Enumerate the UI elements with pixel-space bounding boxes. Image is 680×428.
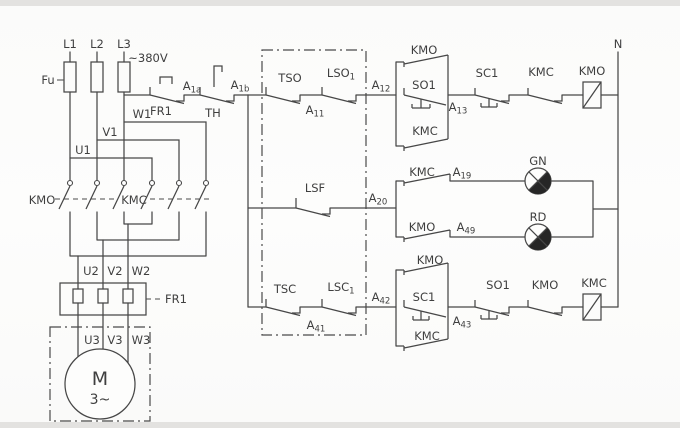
label-kmc-seal: KMC	[414, 329, 440, 343]
label-u1: U1	[75, 143, 91, 157]
tso-contact	[266, 87, 300, 104]
fuse-l1	[64, 62, 76, 92]
label-kmc-aux-open: KMC	[412, 124, 438, 138]
label-fu: Fu	[41, 73, 55, 87]
lsf-contact	[296, 198, 330, 217]
label-gn: GN	[529, 154, 547, 168]
sc1-nc-pushbutton	[475, 88, 509, 104]
label-kmo-aux: KMO	[416, 253, 444, 267]
label-kmo-interlock: KMO	[531, 278, 559, 292]
label-tsc: TSC	[273, 282, 297, 296]
label-l2: L2	[90, 37, 104, 51]
label-a19: $A_{19}$	[452, 165, 472, 182]
lamp-rungs	[396, 154, 618, 250]
label-kmc-coil: KMC	[581, 276, 607, 290]
th-actuator-icon	[214, 66, 222, 87]
label-v2: V2	[107, 264, 123, 278]
motor	[50, 315, 150, 421]
heater-element-1	[73, 289, 83, 303]
kmo-interlock-contact	[528, 300, 562, 316]
label-kmc-lamp: KMC	[409, 165, 435, 179]
label-v1: V1	[102, 125, 118, 139]
label-u3: U3	[84, 333, 100, 347]
label-w3: W3	[131, 333, 151, 347]
main-contacts	[29, 181, 210, 284]
th-nc-contact	[200, 87, 234, 104]
label-a42: $A_{42}$	[371, 290, 391, 307]
label-a1b: $A_{1b}$	[230, 78, 250, 95]
label-a12: $A_{12}$	[371, 78, 391, 95]
label-kmo-seal: KMO	[410, 43, 438, 57]
fuse-l3	[118, 62, 130, 92]
fr1-thermal-icon	[160, 77, 172, 84]
label-kmc-interlock: KMC	[528, 65, 554, 79]
neutral-line	[614, 37, 623, 307]
label-fr1-overload: FR1	[165, 292, 187, 306]
label-sc1-close: SC1	[412, 290, 436, 304]
label-a1a: $A_{1a}$	[182, 79, 202, 96]
motor-letter: M	[91, 368, 109, 390]
label-so1-open: SO1	[412, 78, 436, 92]
overload-relay	[60, 283, 187, 315]
lsc1-contact	[322, 299, 356, 316]
heater-element-3	[123, 289, 133, 303]
label-kmo-main: KMO	[28, 193, 56, 207]
label-l3: L3	[117, 37, 131, 51]
so1-nc-pushbutton	[475, 300, 509, 316]
label-neutral: N	[613, 37, 623, 51]
limit-switch-box	[248, 50, 396, 335]
fuse-l2	[91, 62, 103, 92]
label-sc1-open: SC1	[475, 66, 499, 80]
label-tso: TSO	[278, 71, 302, 85]
label-a41: $A_{41}$	[306, 318, 326, 335]
rung-open	[396, 43, 618, 151]
heater-element-2	[98, 289, 108, 303]
kmc-interlock-contact	[528, 88, 562, 104]
motor-phase: 3~	[89, 392, 111, 408]
label-lso1: $LSO_1$	[326, 66, 356, 83]
fr1-nc-contact	[150, 87, 184, 104]
label-lsc1: $LSC_1$	[327, 280, 355, 297]
label-u2: U2	[83, 264, 99, 278]
label-so1-close: SO1	[486, 278, 510, 292]
rd-lamp-icon	[525, 224, 551, 250]
label-a20: $A_{20}$	[368, 191, 388, 208]
label-w2: W2	[131, 264, 151, 278]
rung-close	[396, 253, 618, 351]
label-v3: V3	[107, 333, 123, 347]
label-kmc-main: KMC	[121, 193, 147, 207]
label-a13: $A_{13}$	[448, 100, 468, 117]
label-voltage: ~380V	[128, 51, 168, 65]
label-a49: $A_{49}$	[456, 220, 476, 237]
gn-lamp-icon	[525, 168, 551, 194]
label-kmo-coil: KMO	[578, 64, 606, 78]
label-rd: RD	[529, 210, 547, 224]
label-w1: W1	[132, 107, 152, 121]
label-l1: L1	[63, 37, 77, 51]
label-a11: $A_{11}$	[305, 103, 325, 120]
label-th: TH	[205, 106, 221, 120]
label-a43: $A_{43}$	[452, 314, 472, 331]
label-lsf: LSF	[304, 181, 326, 195]
lso1-contact	[322, 87, 356, 104]
phase-wires-1	[70, 107, 206, 180]
tsc-contact	[266, 299, 300, 316]
label-kmo-lamp: KMO	[408, 220, 436, 234]
label-fr1-contact: FR1	[150, 104, 172, 118]
